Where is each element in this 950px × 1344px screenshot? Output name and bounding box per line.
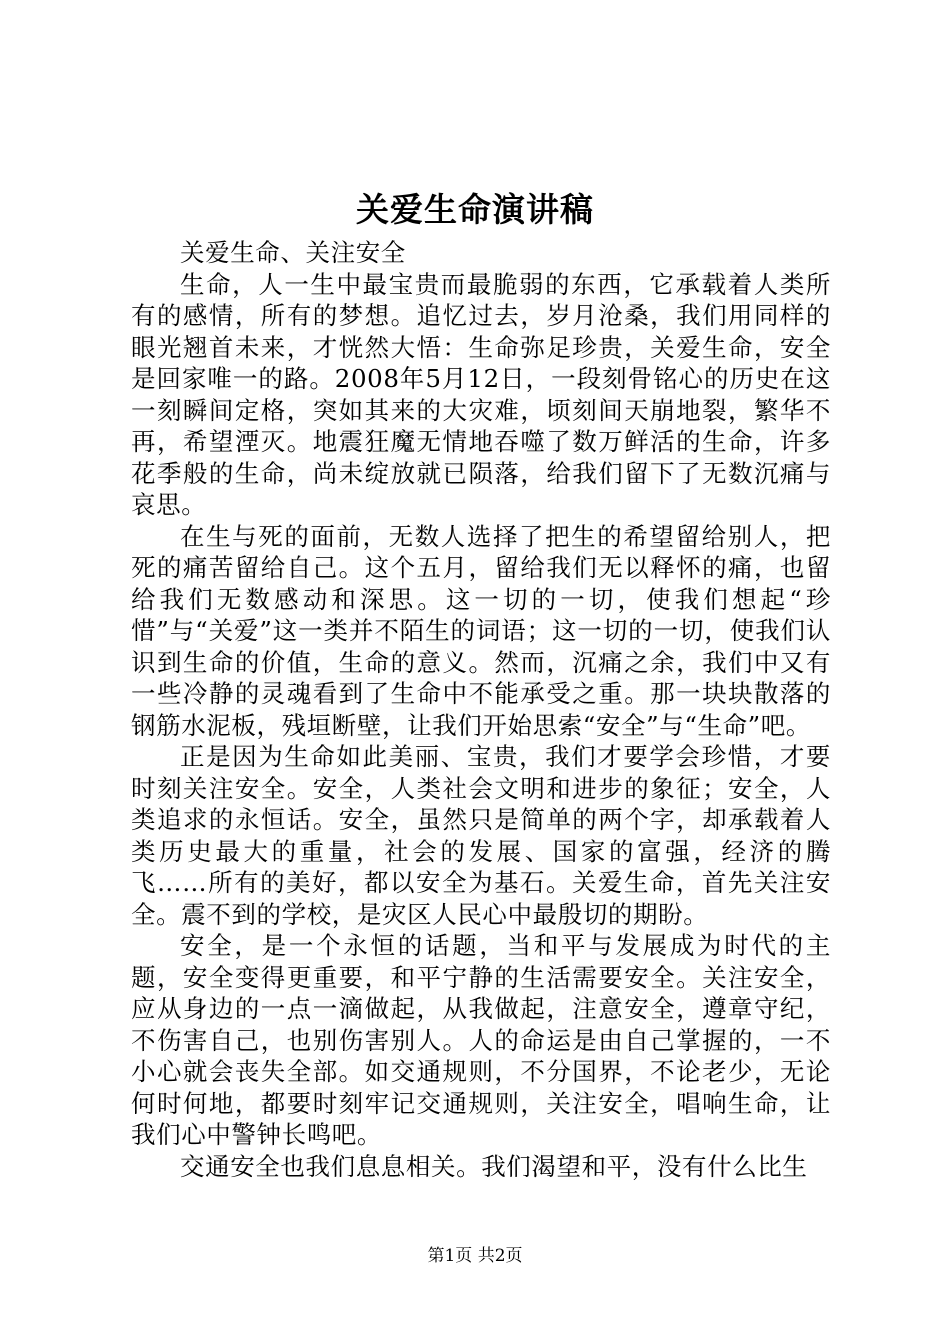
body-paragraph: 交通安全也我们息息相关。我们渴望和平，没有什么比生 (180, 1151, 808, 1181)
document-title: 关爱生命演讲稿 (356, 190, 594, 229)
subtitle-paragraph: 关爱生命、关注安全 (180, 238, 406, 267)
body-paragraph: 正是因为生命如此美丽、宝贵，我们才要学会珍惜，才要时刻关注安全。安全，人类社会文明和进步的象征；安全，人类追求的永恒话。安全，虽然只是简单的两个字，却承载着人类历史最大的重量，社会的发展、国家的富强，经济的腾飞……所有的美好，都以安全为基石。关爱生命，首先关注安全。震不到的学校，是灾区人民心中最殷切的期盼。 (131, 742, 831, 929)
body-paragraph: 生命，人一生中最宝贵而最脆弱的东西，它承载着人类所有的感情，所有的梦想。追忆过去，岁月沧桑，我们用同样的眼光翘首未来，才恍然大悟：生命弥足珍贵，关爱生命，安全是回家唯一的路。2008年5月12日，一段刻骨铭心的历史在这一刻瞬间定格，突如其来的大灾难，顷刻间天崩地裂，繁华不再，希望湮灭。地震狂魔无情地吞噬了数万鲜活的生命，许多花季般的生命，尚未绽放就已陨落，给我们留下了无数沉痛与哀思。 (131, 269, 831, 519)
body-paragraph: 安全，是一个永恒的话题，当和平与发展成为时代的主题，安全变得更重要，和平宁静的生活需要安全。关注安全，应从身边的一点一滴做起，从我做起，注意安全，遵章守纪，不伤害自己，也别伤害别人。人的命运是由自己掌握的，一不小心就会丧失全部。如交通规则，不分国界，不论老少，无论何时何地，都要时刻牢记交通规则，关注安全，唱响生命，让我们心中警钟长鸣吧。 (131, 931, 831, 1149)
body-paragraph: 在生与死的面前，无数人选择了把生的希望留给别人，把死的痛苦留给自己。这个五月，留给我们无以释怀的痛，也留给我们无数感动和深思。这一切的一切，使我们想起“珍惜”与“关爱”这一类并不陌生的词语；这一切的一切，使我们认识到生命的价值，生命的意义。然而，沉痛之余，我们中又有一些冷静的灵魂看到了生命中不能承受之重。那一块块散落的钢筋水泥板，残垣断壁，让我们开始思索“安全”与“生命”吧。 (131, 521, 831, 740)
page-footer: 第1页 共2页 (427, 1246, 523, 1266)
document-body (131, 237, 831, 1182)
